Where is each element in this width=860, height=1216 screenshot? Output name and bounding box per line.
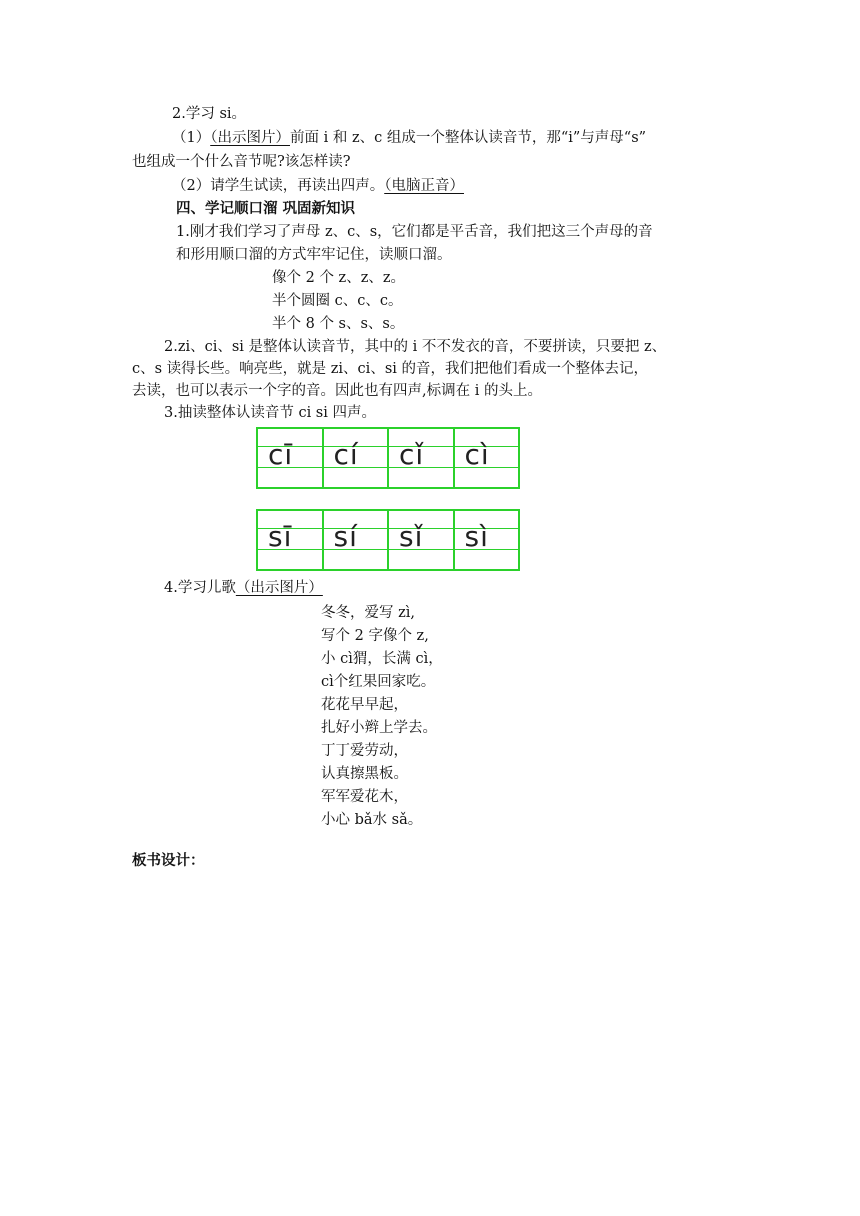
poem-line: 小 cì猬，长满 cì，	[321, 651, 443, 667]
poem-line: 写个 2 字像个 z,	[321, 628, 429, 644]
ci-tone-1: cī	[268, 438, 294, 471]
ci-cell	[258, 429, 324, 487]
si-cell	[258, 511, 324, 569]
ci-tone-3: cǐ	[399, 438, 425, 471]
text-2: （2）请学生试读，再读出四声。	[172, 178, 385, 194]
ci-cell	[455, 429, 519, 487]
poem-line: 军军爱花木，	[321, 789, 408, 805]
si-tone-2: sí	[333, 520, 358, 553]
poem-line: 冬冬，爱写 zì,	[321, 605, 415, 621]
si-tone-3: sǐ	[399, 520, 424, 553]
si-tone-4: sì	[464, 520, 489, 553]
rhyme-s: 半个 8 个 s、s、s。	[272, 316, 405, 332]
poem-line: cì个红果回家吃。	[321, 674, 436, 690]
si-cell	[455, 511, 519, 569]
step-2-heading: 2.学习 si。	[172, 106, 247, 122]
show-picture-note: （出示图片）	[210, 130, 290, 146]
poem-line: 扎好小辫上学去。	[321, 720, 437, 736]
poem-line: 丁丁爱劳动，	[321, 743, 408, 759]
label-1: （1）	[172, 130, 211, 146]
ci-tone-4: cì	[464, 438, 490, 471]
poem-line: 小心 bǎ水 sǎ。	[321, 812, 423, 828]
si-cell	[389, 511, 455, 569]
point-3: 3.抽读整体认读音节 ci si 四声。	[164, 405, 376, 421]
paragraph-1-cont: 也组成一个什么音节呢?该怎样读?	[132, 154, 351, 170]
point-1: 1.刚才我们学习了声母 z、c、s，它们都是平舌音，我们把这三个声母的音	[176, 224, 653, 240]
si-tone-1: sī	[268, 520, 293, 553]
text-4: 4.学习儿歌	[164, 580, 236, 596]
paragraph-1	[172, 128, 646, 148]
point-2-cont-2: 去读，也可以表示一个字的音。因此也有四声,标调在 i 的头上。	[132, 383, 542, 399]
si-cell	[324, 511, 390, 569]
ci-tone-grid	[256, 427, 520, 489]
si-tone-grid	[256, 509, 520, 571]
ci-cell	[324, 429, 390, 487]
point-1-cont: 和形用顺口溜的方式牢牢记住，读顺口溜。	[176, 247, 452, 263]
point-2-cont-1: c、s 读得长些。响亮些，就是 zi、ci、si 的音，我们把他们看成一个整体去记，	[132, 361, 649, 377]
section-4-heading: 四、学记顺口溜 巩固新知识	[176, 201, 356, 217]
ci-tone-2: cí	[333, 438, 359, 471]
paragraph-2	[172, 176, 464, 196]
rhyme-c: 半个圆圈 c、c、c。	[272, 293, 403, 309]
point-4	[164, 578, 323, 598]
poem-line: 花花早早起，	[321, 697, 408, 713]
rhyme-z: 像个 2 个 z、z、z。	[272, 270, 405, 286]
ci-cell	[389, 429, 455, 487]
text-1: 前面 i 和 z、c 组成一个整体认读音节，那“i”与声母“s”	[289, 130, 647, 146]
poem-line: 认真擦黑板。	[321, 766, 408, 782]
computer-correction-note: （电脑正音）	[384, 178, 464, 194]
point-2: 2.zi、ci、si 是整体认读音节，其中的 i 不不发衣的音，不要拼读，只要把 z、	[164, 339, 667, 355]
show-picture-note-2: （出示图片）	[235, 580, 323, 596]
board-design-heading: 板书设计：	[132, 853, 205, 869]
